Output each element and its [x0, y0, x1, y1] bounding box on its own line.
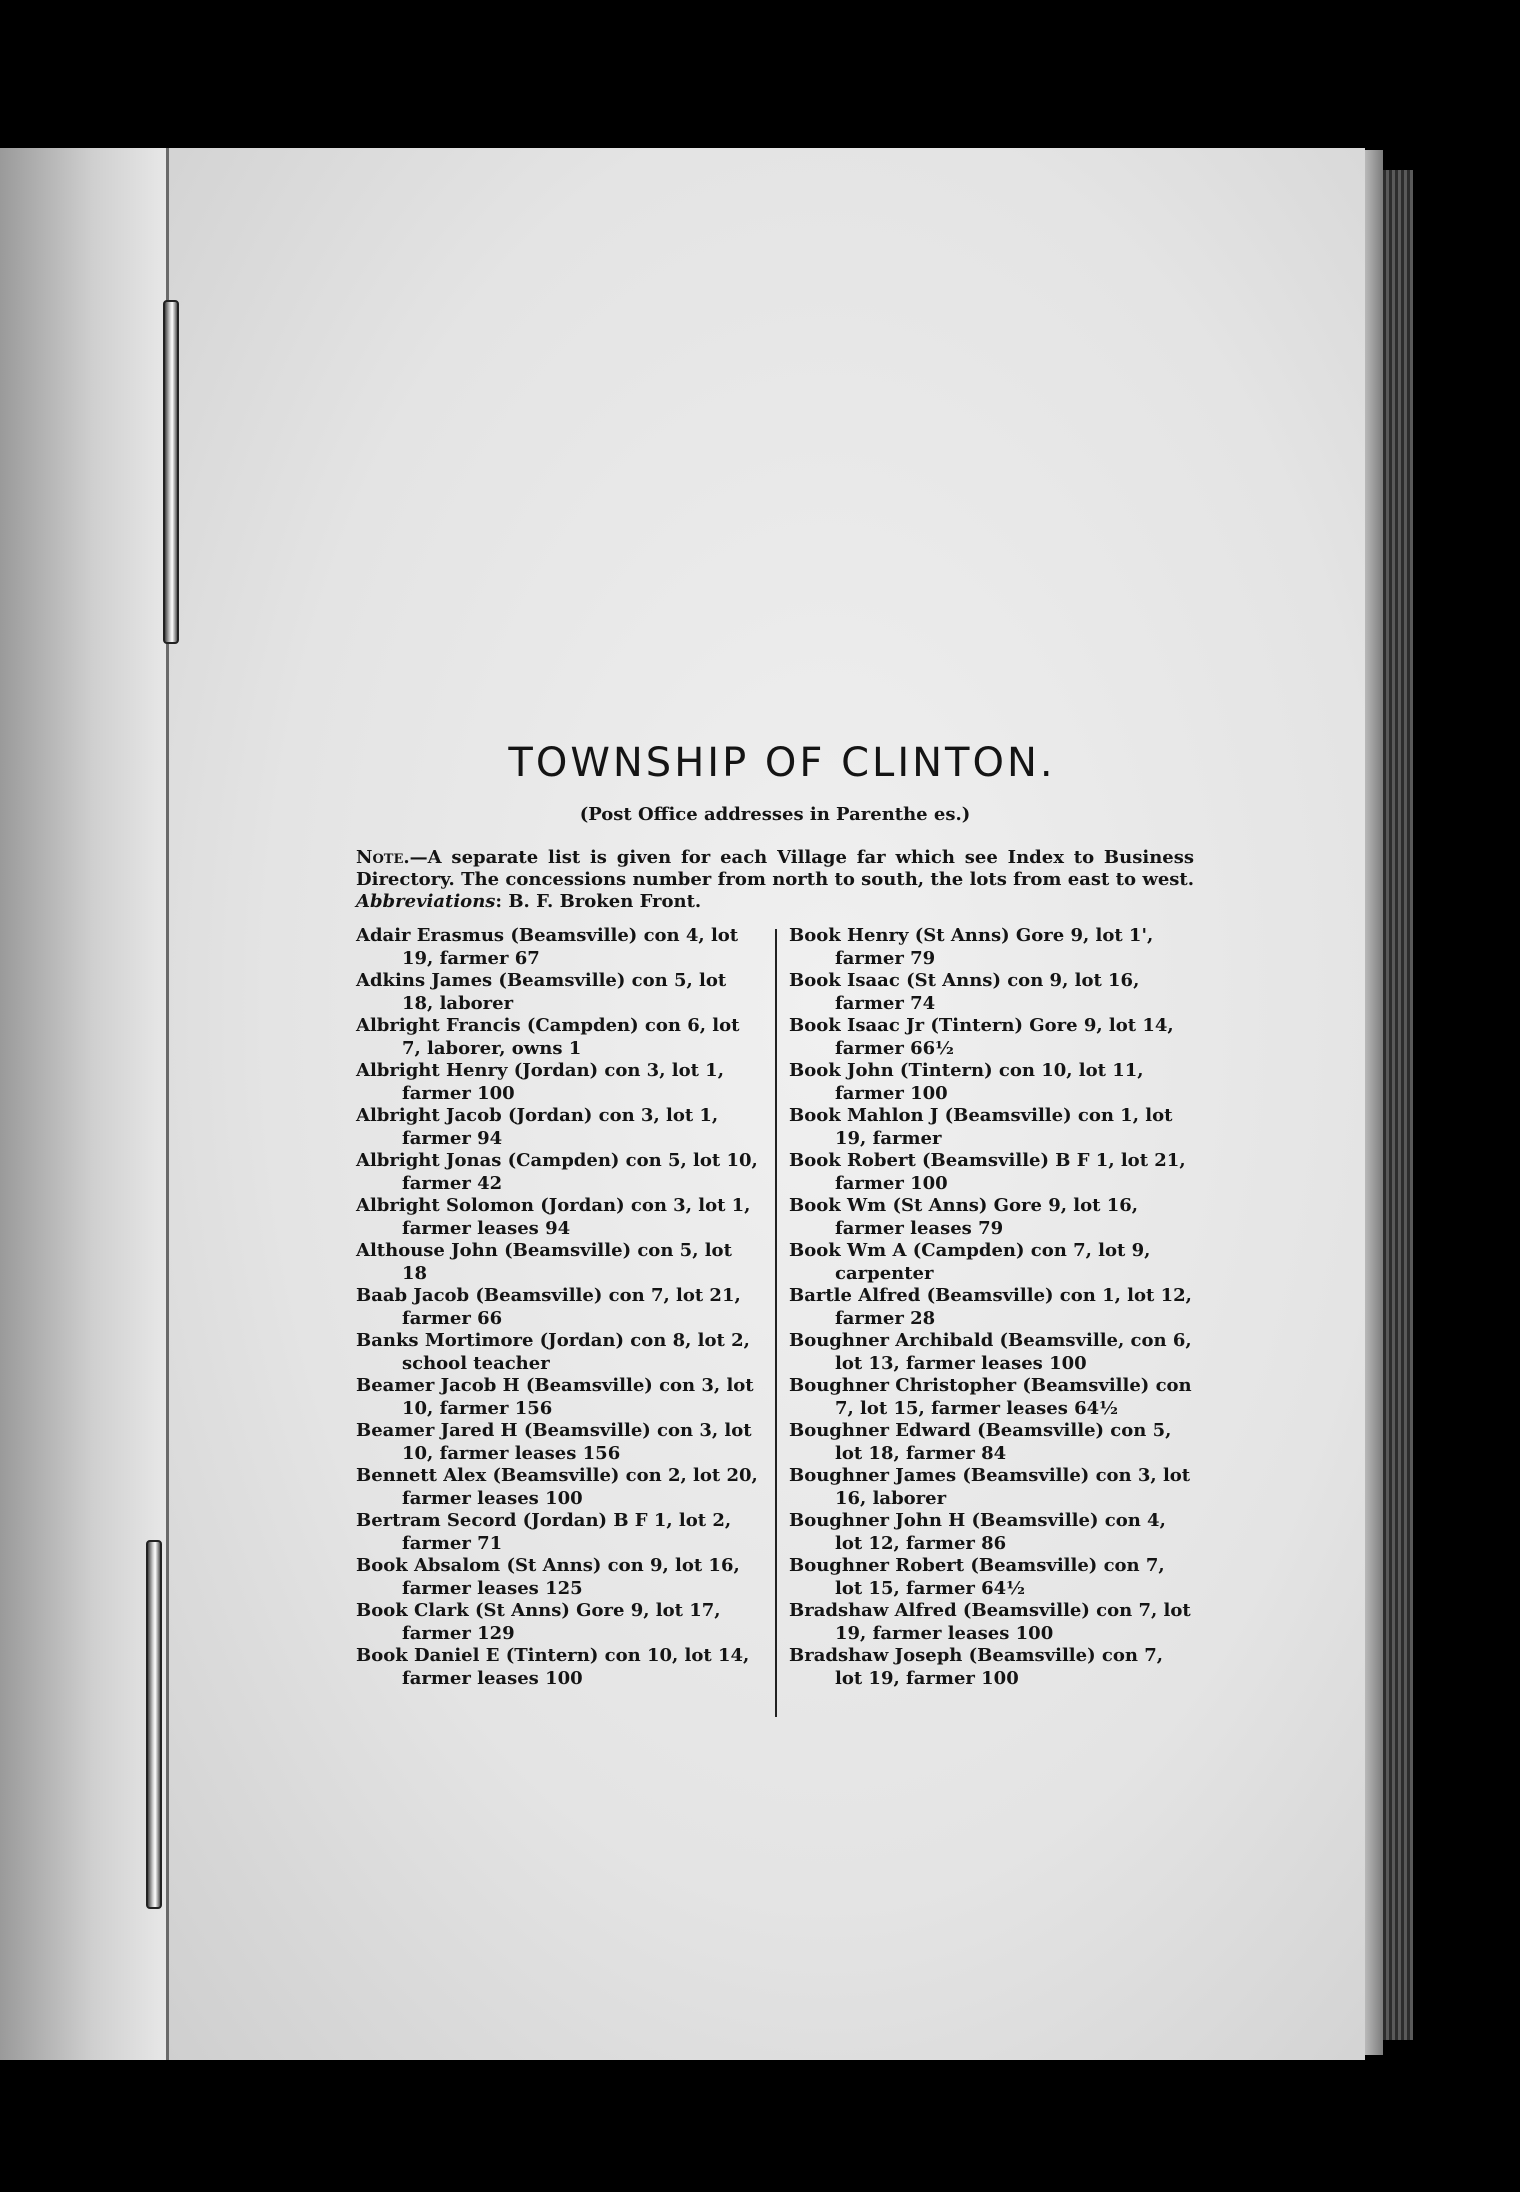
directory-entry: Boughner Christopher (Beamsville) con 7, lot 15, farmer leases 64½: [789, 1375, 1192, 1419]
directory-entry: Adkins James (Beamsville) con 5, lot 18, laborer: [356, 970, 727, 1014]
directory-entry: Boughner Robert (Beamsville) con 7, lot 15, farmer 64½: [789, 1555, 1165, 1599]
directory-entry: Beamer Jared H (Beamsville) con 3, lot 10, farmer leases 156: [356, 1420, 752, 1464]
directory-entry: Boughner Archibald (Beamsville, con 6, lot 13, farmer leases 100: [789, 1330, 1192, 1374]
directory-entry: Althouse John (Beamsville) con 5, lot 18: [356, 1240, 732, 1284]
note-paragraph: [356, 847, 1194, 913]
abbreviations-text: : B. F. Broken Front.: [495, 891, 702, 912]
directory-entry: Bradshaw Alfred (Beamsville) con 7, lot 19, farmer leases 100: [789, 1600, 1191, 1644]
left-page-margin: [0, 148, 168, 2060]
directory-entry: Book Wm (St Anns) Gore 9, lot 16, farmer leases 79: [789, 1195, 1139, 1239]
directory-entry: Bertram Secord (Jordan) B F 1, lot 2, farmer 71: [356, 1510, 732, 1554]
page-edge: [1365, 150, 1383, 2055]
directory-entry: Book Henry (St Anns) Gore 9, lot 1', farmer 79: [789, 925, 1154, 969]
directory-entry: Albright Francis (Campden) con 6, lot 7, laborer, owns 1: [356, 1015, 740, 1059]
column-divider: [775, 929, 777, 1717]
directory-entry: Book Absalom (St Anns) con 9, lot 16, farmer leases 125: [356, 1555, 740, 1599]
right-column: [775, 925, 1194, 1690]
directory-entry: Albright Solomon (Jordan) con 3, lot 1, farmer leases 94: [356, 1195, 751, 1239]
directory-entry: Boughner Edward (Beamsville) con 5, lot 18, farmer 84: [789, 1420, 1172, 1464]
directory-content: [356, 740, 1194, 1690]
directory-entry: Albright Henry (Jordan) con 3, lot 1, farmer 100: [356, 1060, 724, 1104]
directory-entry: Book Mahlon J (Beamsville) con 1, lot 19, farmer: [789, 1105, 1173, 1149]
binding-thread-top: [163, 300, 179, 644]
directory-entry: Albright Jonas (Campden) con 5, lot 10, farmer 42: [356, 1150, 758, 1194]
directory-entry: Book Clark (St Anns) Gore 9, lot 17, farmer 129: [356, 1600, 721, 1644]
directory-entry: Beamer Jacob H (Beamsville) con 3, lot 10, farmer 156: [356, 1375, 754, 1419]
book-block-edge: [1383, 170, 1413, 2040]
note-lead: Note.: [356, 847, 410, 868]
directory-entry: Book John (Tintern) con 10, lot 11, farmer 100: [789, 1060, 1144, 1104]
directory-entry: Book Wm A (Campden) con 7, lot 9, carpenter: [789, 1240, 1151, 1284]
directory-entry: Book Isaac (St Anns) con 9, lot 16, farmer 74: [789, 970, 1140, 1014]
directory-entry: Adair Erasmus (Beamsville) con 4, lot 19, farmer 67: [356, 925, 739, 969]
directory-entry: Bennett Alex (Beamsville) con 2, lot 20, farmer leases 100: [356, 1465, 758, 1509]
page-title: TOWNSHIP OF CLINTON.: [508, 740, 1056, 786]
directory-entry: Boughner John H (Beamsville) con 4, lot 12, farmer 86: [789, 1510, 1166, 1554]
directory-columns: [356, 925, 1194, 1690]
note-text: —A separate list is given for each Village far which see Index to Business Directory. The concessions number from north to south, the lots from east to west.: [356, 847, 1194, 890]
abbreviations-label: Abbreviations: [356, 891, 496, 912]
directory-entry: Bradshaw Joseph (Beamsville) con 7, lot 19, farmer 100: [789, 1645, 1163, 1689]
left-column: [356, 925, 775, 1690]
directory-entry: Banks Mortimore (Jordan) con 8, lot 2, school teacher: [356, 1330, 750, 1374]
directory-entry: Albright Jacob (Jordan) con 3, lot 1, farmer 94: [356, 1105, 719, 1149]
directory-entry: Bartle Alfred (Beamsville) con 1, lot 12, farmer 28: [789, 1285, 1192, 1329]
directory-entry: Boughner James (Beamsville) con 3, lot 16, laborer: [789, 1465, 1191, 1509]
directory-entry: Book Isaac Jr (Tintern) Gore 9, lot 14, farmer 66½: [789, 1015, 1174, 1059]
binding-thread-bottom: [146, 1540, 162, 1909]
directory-entry: Baab Jacob (Beamsville) con 7, lot 21, farmer 66: [356, 1285, 741, 1329]
directory-entry: Book Daniel E (Tintern) con 10, lot 14, farmer leases 100: [356, 1645, 750, 1689]
page-subtitle: (Post Office addresses in Parenthe es.): [579, 804, 971, 825]
directory-entry: Book Robert (Beamsville) B F 1, lot 21, farmer 100: [789, 1150, 1186, 1194]
